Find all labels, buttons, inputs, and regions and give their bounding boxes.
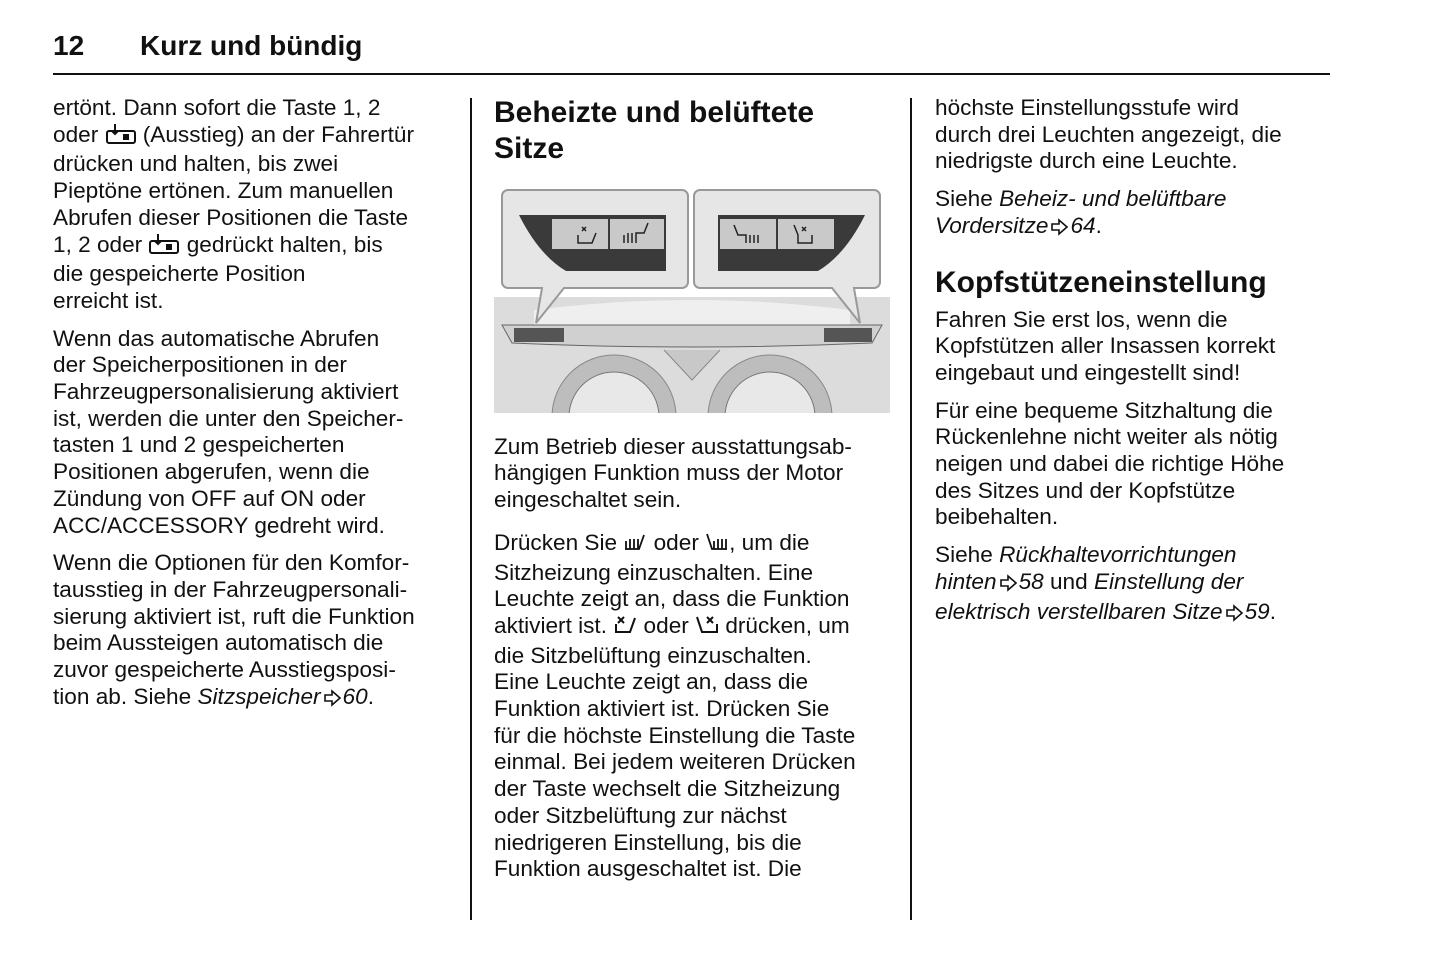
memory-exit-icon: [148, 233, 180, 262]
text: beim Aussteigen automatisch die: [53, 630, 384, 656]
text-line: [494, 560, 894, 587]
text: aktiviert ist.: [494, 612, 614, 638]
text: oder: [53, 121, 105, 147]
column-divider: [910, 98, 912, 920]
seat-controls-illustration: [494, 185, 890, 413]
text-line: [494, 696, 894, 723]
text-line: [53, 684, 453, 714]
text: die gespeicherte Position: [53, 261, 306, 287]
page-ref-arrow-icon: [997, 572, 1019, 599]
chapter-title: Kurz und bündig: [140, 30, 363, 61]
text-line: [935, 148, 1335, 175]
paragraph: [53, 326, 453, 540]
text: oder: [647, 529, 706, 555]
cross-reference-text: elektrisch verstellbaren Sitze: [935, 598, 1223, 624]
text-line: [53, 406, 453, 433]
text: gedrückt halten, bis: [180, 231, 383, 257]
text: Kopfstützen aller Insassen korrekt: [935, 333, 1276, 359]
page-reference-link[interactable]: 59: [1244, 598, 1270, 624]
text-line: [494, 669, 894, 696]
heading-line: Sitze: [494, 132, 565, 165]
text: ertönt. Dann sofort die Taste 1, 2: [53, 95, 381, 120]
text-line: [53, 326, 453, 353]
text-line: [935, 307, 1335, 334]
page-ref-arrow-icon: [1048, 216, 1070, 243]
text: Fahren Sie erst los, wenn die: [935, 306, 1228, 332]
page-ref-arrow-icon: [1223, 602, 1245, 629]
text: oder: [637, 612, 696, 638]
text-line: [494, 586, 894, 613]
text: Zündung von OFF auf ON oder: [53, 485, 366, 511]
text: eingeschaltet sein.: [494, 487, 682, 513]
text: beibehalten.: [935, 504, 1059, 530]
page-number: 12: [53, 30, 85, 61]
text-line: [935, 186, 1335, 213]
text-line: [935, 333, 1335, 360]
section-heading: [494, 95, 894, 167]
text: niedrigeren Einstellung, bis die: [494, 829, 802, 855]
paragraph: [494, 530, 894, 883]
text: .: [1095, 212, 1102, 238]
text: Leuchte zeigt an, dass die Funktion: [494, 586, 850, 612]
text-line: [935, 478, 1335, 505]
text: tion ab. Siehe: [53, 683, 198, 709]
text: (Ausstieg) an der Fahrertür: [136, 121, 415, 147]
paragraph: [53, 550, 453, 713]
text: Siehe: [935, 542, 1000, 568]
paragraph: [53, 95, 453, 315]
cross-reference-text: Beheiz- und belüftbare: [999, 186, 1227, 212]
text: der Taste wechselt die Sitzheizung: [494, 776, 841, 802]
cross-reference-text: Rückhaltevorrichtungen: [999, 542, 1237, 568]
page-reference-link[interactable]: 60: [342, 683, 368, 709]
text-line: [53, 288, 453, 315]
text-line: [494, 643, 894, 670]
cross-reference-text: Vordersitze: [935, 212, 1049, 238]
text-line: [53, 122, 453, 152]
seat-vent-right-icon: [613, 614, 637, 643]
text-line: [53, 352, 453, 379]
text: Drücken Sie: [494, 529, 624, 555]
column-right: [935, 95, 1335, 639]
cross-reference-text: hinten: [935, 568, 997, 594]
text: tausstieg in der Fahrzeugpersonali-: [53, 576, 408, 602]
text: und: [1043, 568, 1094, 594]
text-line: [53, 95, 453, 122]
text: Siehe: [935, 186, 1000, 212]
text: die Sitzbelüftung einzuschalten.: [494, 642, 812, 668]
text: eingebaut und eingestellt sind!: [935, 359, 1241, 385]
text-line: [935, 542, 1335, 569]
text: hängigen Funktion muss der Motor: [494, 460, 844, 486]
text: höchste Einstellungsstufe wird: [935, 95, 1239, 120]
text: erreicht ist.: [53, 287, 164, 313]
paragraph: [935, 542, 1335, 628]
text: Positionen abgerufen, wenn die: [53, 459, 370, 485]
text-line: [53, 432, 453, 459]
text-line: [494, 830, 894, 857]
text-line: [935, 504, 1335, 531]
text-line: [53, 486, 453, 513]
column-middle: [494, 95, 894, 894]
text: ACC/ACCESSORY gedreht wird.: [53, 512, 385, 538]
text: Eine Leuchte zeigt an, dass die: [494, 669, 809, 695]
page-reference-link[interactable]: 64: [1070, 212, 1096, 238]
text-line: [935, 424, 1335, 451]
heading-line: Kopfstützeneinstellung: [935, 265, 1267, 299]
text-line: [935, 451, 1335, 478]
text-line: [53, 550, 453, 577]
text: Abrufen dieser Positionen die Taste: [53, 204, 409, 230]
text-line: [53, 151, 453, 178]
text-line: [53, 178, 453, 205]
text-line: [53, 577, 453, 604]
text-line: [53, 379, 453, 406]
text: .: [367, 683, 374, 709]
text-line: [53, 459, 453, 486]
text: 1, 2 oder: [53, 231, 149, 257]
text: sierung aktiviert ist, ruft die Funktion: [53, 603, 415, 629]
text-line: [494, 613, 894, 643]
text-line: [494, 530, 894, 560]
text-line: [53, 513, 453, 540]
text: für die höchste Einstellung die Taste: [494, 722, 856, 748]
text: Rückenlehne nicht weiter als nötig: [935, 424, 1278, 450]
text: des Sitzes und der Kopfstütze: [935, 477, 1236, 503]
text-line: [53, 630, 453, 657]
page-reference-link[interactable]: 58: [1018, 568, 1044, 594]
paragraph: [935, 95, 1335, 175]
text: drücken, um: [719, 612, 850, 638]
text-line: [53, 604, 453, 631]
text-line: [935, 122, 1335, 149]
text: drücken und halten, bis zwei: [53, 151, 339, 177]
text-line: [53, 205, 453, 232]
text-line: [494, 723, 894, 750]
paragraph: [935, 398, 1335, 532]
header-rule: [53, 73, 1330, 75]
text: .: [1269, 598, 1276, 624]
text: , um die: [729, 529, 810, 555]
text: Sitzheizung einzuschalten. Eine: [494, 559, 814, 585]
text-line: [935, 95, 1335, 122]
paragraph: [935, 307, 1335, 387]
text: niedrigste durch eine Leuchte.: [935, 148, 1238, 174]
text: Wenn die Optionen für den Komfor-: [53, 550, 410, 576]
text: tasten 1 und 2 gespeicherten: [53, 432, 345, 458]
text-line: [494, 776, 894, 803]
text-line: [53, 232, 453, 262]
text: durch drei Leuchten angezeigt, die: [935, 121, 1282, 147]
memory-exit-icon: [105, 123, 137, 152]
column-divider: [470, 98, 472, 920]
text-line: [935, 569, 1335, 599]
text: einmal. Bei jedem weiteren Drücken: [494, 749, 856, 775]
text-line: [935, 398, 1335, 425]
page-ref-arrow-icon: [321, 687, 343, 714]
text: neigen und dabei die richtige Höhe: [935, 451, 1285, 477]
column-left: [53, 95, 453, 724]
text: Wenn das automatische Abrufen: [53, 325, 380, 351]
text: oder Sitzbelüftung zur nächst: [494, 802, 787, 828]
text-line: [53, 261, 453, 288]
heading-line: Beheizte und belüftete: [494, 96, 815, 129]
text: Fahrzeugpersonalisierung aktiviert: [53, 379, 399, 405]
text-line: [494, 803, 894, 830]
section-heading: [935, 265, 1335, 301]
text: der Speicherpositionen in der: [53, 352, 347, 378]
text: ist, werden die unter den Speicher-: [53, 405, 404, 431]
text-line: [935, 213, 1335, 243]
text-line: [494, 487, 894, 514]
text: Funktion aktiviert ist. Drücken Sie: [494, 696, 830, 722]
seat-heat-right-icon: [623, 531, 647, 560]
text: Funktion ausgeschaltet ist. Die: [494, 856, 802, 882]
page-header: [53, 30, 362, 62]
cross-reference-text: Sitzspeicher: [197, 683, 321, 709]
text: Für eine bequeme Sitzhaltung die: [935, 397, 1273, 423]
text: zuvor gespeicherte Ausstiegsposi-: [53, 657, 396, 683]
text-line: [494, 749, 894, 776]
seat-heat-left-icon: [705, 531, 729, 560]
paragraph: [494, 434, 894, 514]
text: Zum Betrieb dieser ausstattungsab-: [494, 433, 852, 459]
text-line: [53, 657, 453, 684]
text-line: [935, 599, 1335, 629]
text-line: [494, 434, 894, 461]
text-line: [494, 460, 894, 487]
text-line: [494, 856, 894, 883]
cross-reference-text: Einstellung der: [1093, 568, 1244, 594]
text-line: [935, 360, 1335, 387]
paragraph: [935, 186, 1335, 242]
text: Pieptöne ertönen. Zum manuellen: [53, 178, 394, 204]
seat-vent-left-icon: [695, 614, 719, 643]
